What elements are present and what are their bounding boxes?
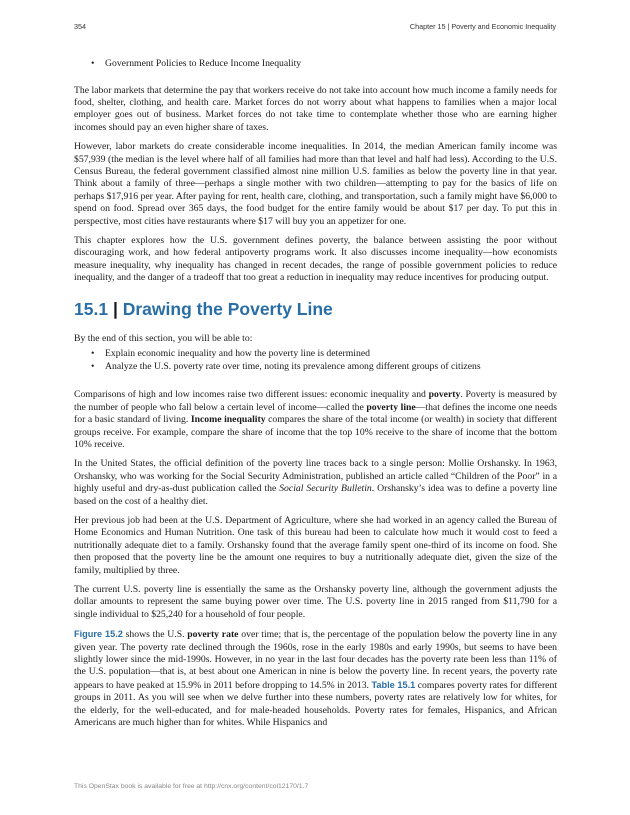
paragraph-chapter-overview: This chapter explores how the U.S. government defines poverty, the balance between assisting the poor without discouraging work, and how federal antipoverty programs work. It also discusses income inequality—how economists measure inequality, why inequality has changed in recent decades, the range of possible government policies to reduce inequality, and the danger of a tradeoff that too great a reduction in inequality may reduce incentives for producing output.	[74, 235, 557, 284]
section-heading	[74, 298, 557, 320]
figure-link[interactable]: Figure 15.2	[74, 629, 123, 640]
learning-objectives-list	[74, 348, 557, 373]
paragraph-poverty-definition: Comparisons of high and low incomes raise two different issues: economic inequality and poverty. Poverty is measured by the number of people who fall below a certain level of income—called the poverty line—that defines the income one needs for a basic standard of living. Income inequality compares the share of the total income (or wealth) in society that different groups receive. For example, compare the share of income that the top 10% receive to the share of income that the bottom 10% receive.	[74, 389, 558, 450]
objectives-intro: By the end of this section, you will be able to:	[74, 332, 253, 344]
paragraph-labor-markets: The labor markets that determine the pay that workers receive do not take into account how much income a family needs for food, shelter, clothing, and health care. Market forces do not worry about what happens to families when a major local employer goes out of business. Market forces do not take time to contemplate whether those who are earning higher incomes should pay an even higher share of taxes.	[74, 84, 557, 133]
term-poverty-line: poverty line	[366, 401, 416, 413]
page-body	[74, 58, 557, 736]
table-link[interactable]: Table 15.1	[371, 679, 416, 690]
section-number: 15.1	[74, 298, 109, 319]
paragraph-current-poverty-line: The current U.S. poverty line is essentially the same as the Orshansky poverty line, although the government adjusts the dollar amounts to represent the same buying power over time. The U.S. poverty line in 2015 ranged from $11,790 for a single individual to $25,240 for a household of four people.	[74, 583, 557, 620]
section-title: Drawing the Poverty Line	[122, 298, 333, 319]
term-poverty-rate: poverty rate	[187, 629, 239, 641]
list-item: • Analyze the U.S. poverty rate over time, noting its prevalence among different groups of citizens	[91, 360, 481, 372]
paragraph-income-inequalities: However, labor markets do create considerable income inequalities. In 2014, the median American family income was $57,939 (the median is the level where half of all families had more than that level and half had less). According to the U.S. Census Bureau, the federal government classified almost nine million U.S. families as below the poverty line in that year. Think about a family of three—perhaps a single mother with two children—attempting to pay for the basics of life on perhaps $17,916 per year. After paying for rent, health care, clothing, and transportation, such a family might have $6,000 to spend on food. Spread over 365 days, the food budget for the entire family would be about $17 per day. To put this in perspective, most cities have restaurants where $17 will buy you an appetizer for one.	[74, 141, 557, 227]
paragraph-orshansky: In the United States, the official definition of the poverty line traces back to a single person: Mollie Orshansky. In 1963, Orshansky, who was working for the Social Security Administration, published an article called “Children of the Poor” in a highly useful and dry-as-dust publication called the Social Security Bulletin. Orshansky’s idea was to define a poverty line based on the cost of a healthy diet.	[74, 458, 558, 507]
term-income-inequality: Income inequality	[190, 414, 266, 426]
page-header	[74, 22, 556, 34]
list-item: • Explain economic inequality and how the poverty line is determined	[91, 348, 370, 360]
page-footer: This OpenStax book is available for free at http://cnx.org/content/col12170/1.7	[74, 783, 309, 790]
list-item: • Government Policies to Reduce Income Inequality	[91, 58, 302, 69]
paragraph-poverty-rate: Figure 15.2 shows the U.S. poverty rate over time; that is, the percentage of the population below the poverty line in any given year. The poverty rate declined through the 1960s, rose in the early 1980s and early 1990s, but seems to have been slightly lower since the mid-1990s. However, in no year in the last four decades has the poverty rate been less than 11% of the U.S. population—that is, at best about one American in nine is below the poverty line. In recent years, the poverty rate appears to have peaked at 15.9% in 2011 before dropping to 14.5% in 2013. Table 15.1 compares poverty rates for different groups in 2011. As you will see when we delve further into these numbers, poverty rates are relatively low for whites, for the elderly, for the well-educated, and for male-headed households. Poverty rates for females, Hispanics, and African Americans are much higher than for whites. While Hispanics and	[74, 629, 558, 729]
page-number: 354	[74, 22, 86, 31]
publication-title: Social Security Bulletin	[279, 483, 372, 495]
chapter-title: Chapter 15 | Poverty and Economic Inequality	[409, 22, 556, 31]
term-poverty: poverty	[428, 389, 461, 401]
section-separator: |	[112, 298, 118, 319]
paragraph-previous-job: Her previous job had been at the U.S. Department of Agriculture, where she had worked in an agency called the Bureau of Home Economics and Human Nutrition. One task of this bureau had been to calculate how much it would cost to feed a nutritionally adequate diet to a family. Orshansky found that the average family spent one-third of its income on food. She then proposed that the poverty line be the amount one requires to buy a nutritionally adequate diet, given the size of the family, multiplied by three.	[74, 514, 557, 576]
chapter-outline-list	[74, 58, 557, 71]
